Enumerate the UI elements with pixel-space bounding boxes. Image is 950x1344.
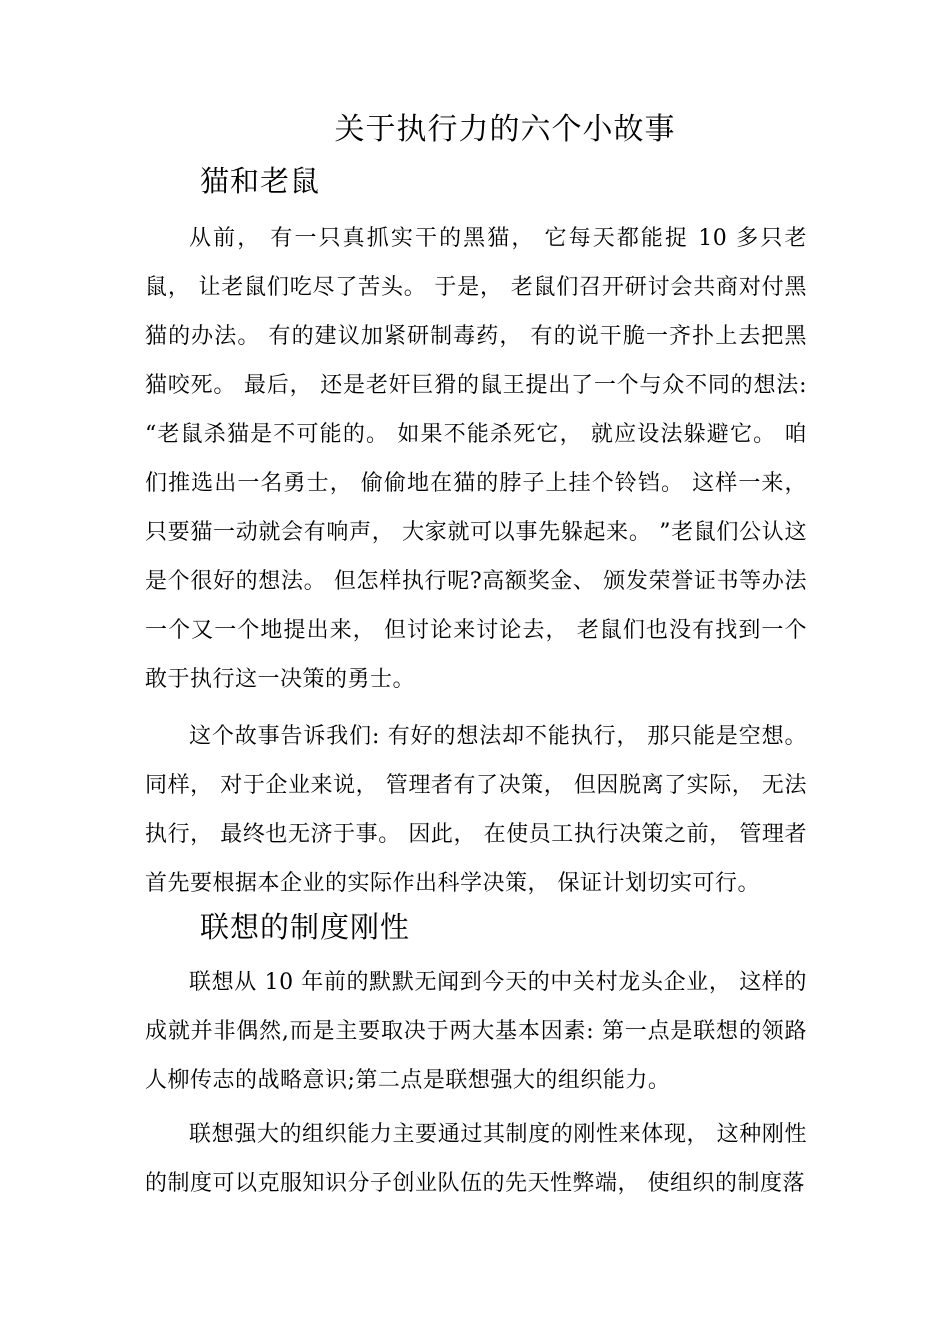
paragraph: 这个故事告诉我们: 有好的想法却不能执行， 那只能是空想。 同样， 对于企业来说， 管理者有了决策， 但因脱离了实际， 无法执行， 最终也无济于事。 因此， 在使员工执行决策之前， 管理者首先要根据本企业的实际作出科学决策， 保证计划切实可行。 [145,724,807,896]
paragraph: 从前， 有一只真抓实干的黑猫， 它每天都能捉 10 多只老鼠， 让老鼠们吃尽了苦头。 于是， 老鼠们召开研讨会共商对付黑猫的办法。 有的建议加紧研制毒药， 有的说干脆一齐扑上去把黑猫咬死。 最后， 还是老奸巨猾的鼠王提出了一个与众不同的想法: “老鼠杀猫是不可能的。 如果不能杀死它， 就应设法躲避它。 咱们推选出一名勇士， 偷偷地在猫的脖子上挂个铃铛。 这样一来， 只要猫一动就会有响声， 大家就可以事先躲起来。 ”老鼠们公认这是个很好的想法。 但怎样执行呢?高额奖金、 颁发荣誉证书等办法一个又一个地提出来， 但讨论来讨论去， 老鼠们也没有找到一个敢于执行这一决策的勇士。 [145,226,807,692]
section-heading-cat-and-mouse: 猫和老鼠 [200,164,321,198]
paragraph: 联想从 10 年前的默默无闻到今天的中关村龙头企业， 这样的成就并非偶然,而是主要取决于两大基本因素: 第一点是联想的领路人柳传志的战略意识;第二点是联想强大的组织能力。 [145,970,807,1093]
section-heading-lenovo: 联想的制度刚性 [200,910,411,944]
paragraph: 联想强大的组织能力主要通过其制度的刚性来体现， 这种刚性的制度可以克服知识分子创业队伍的先天性弊端， 使组织的制度落 [145,1122,807,1196]
document-title: 关于执行力的六个小故事 [334,112,676,147]
